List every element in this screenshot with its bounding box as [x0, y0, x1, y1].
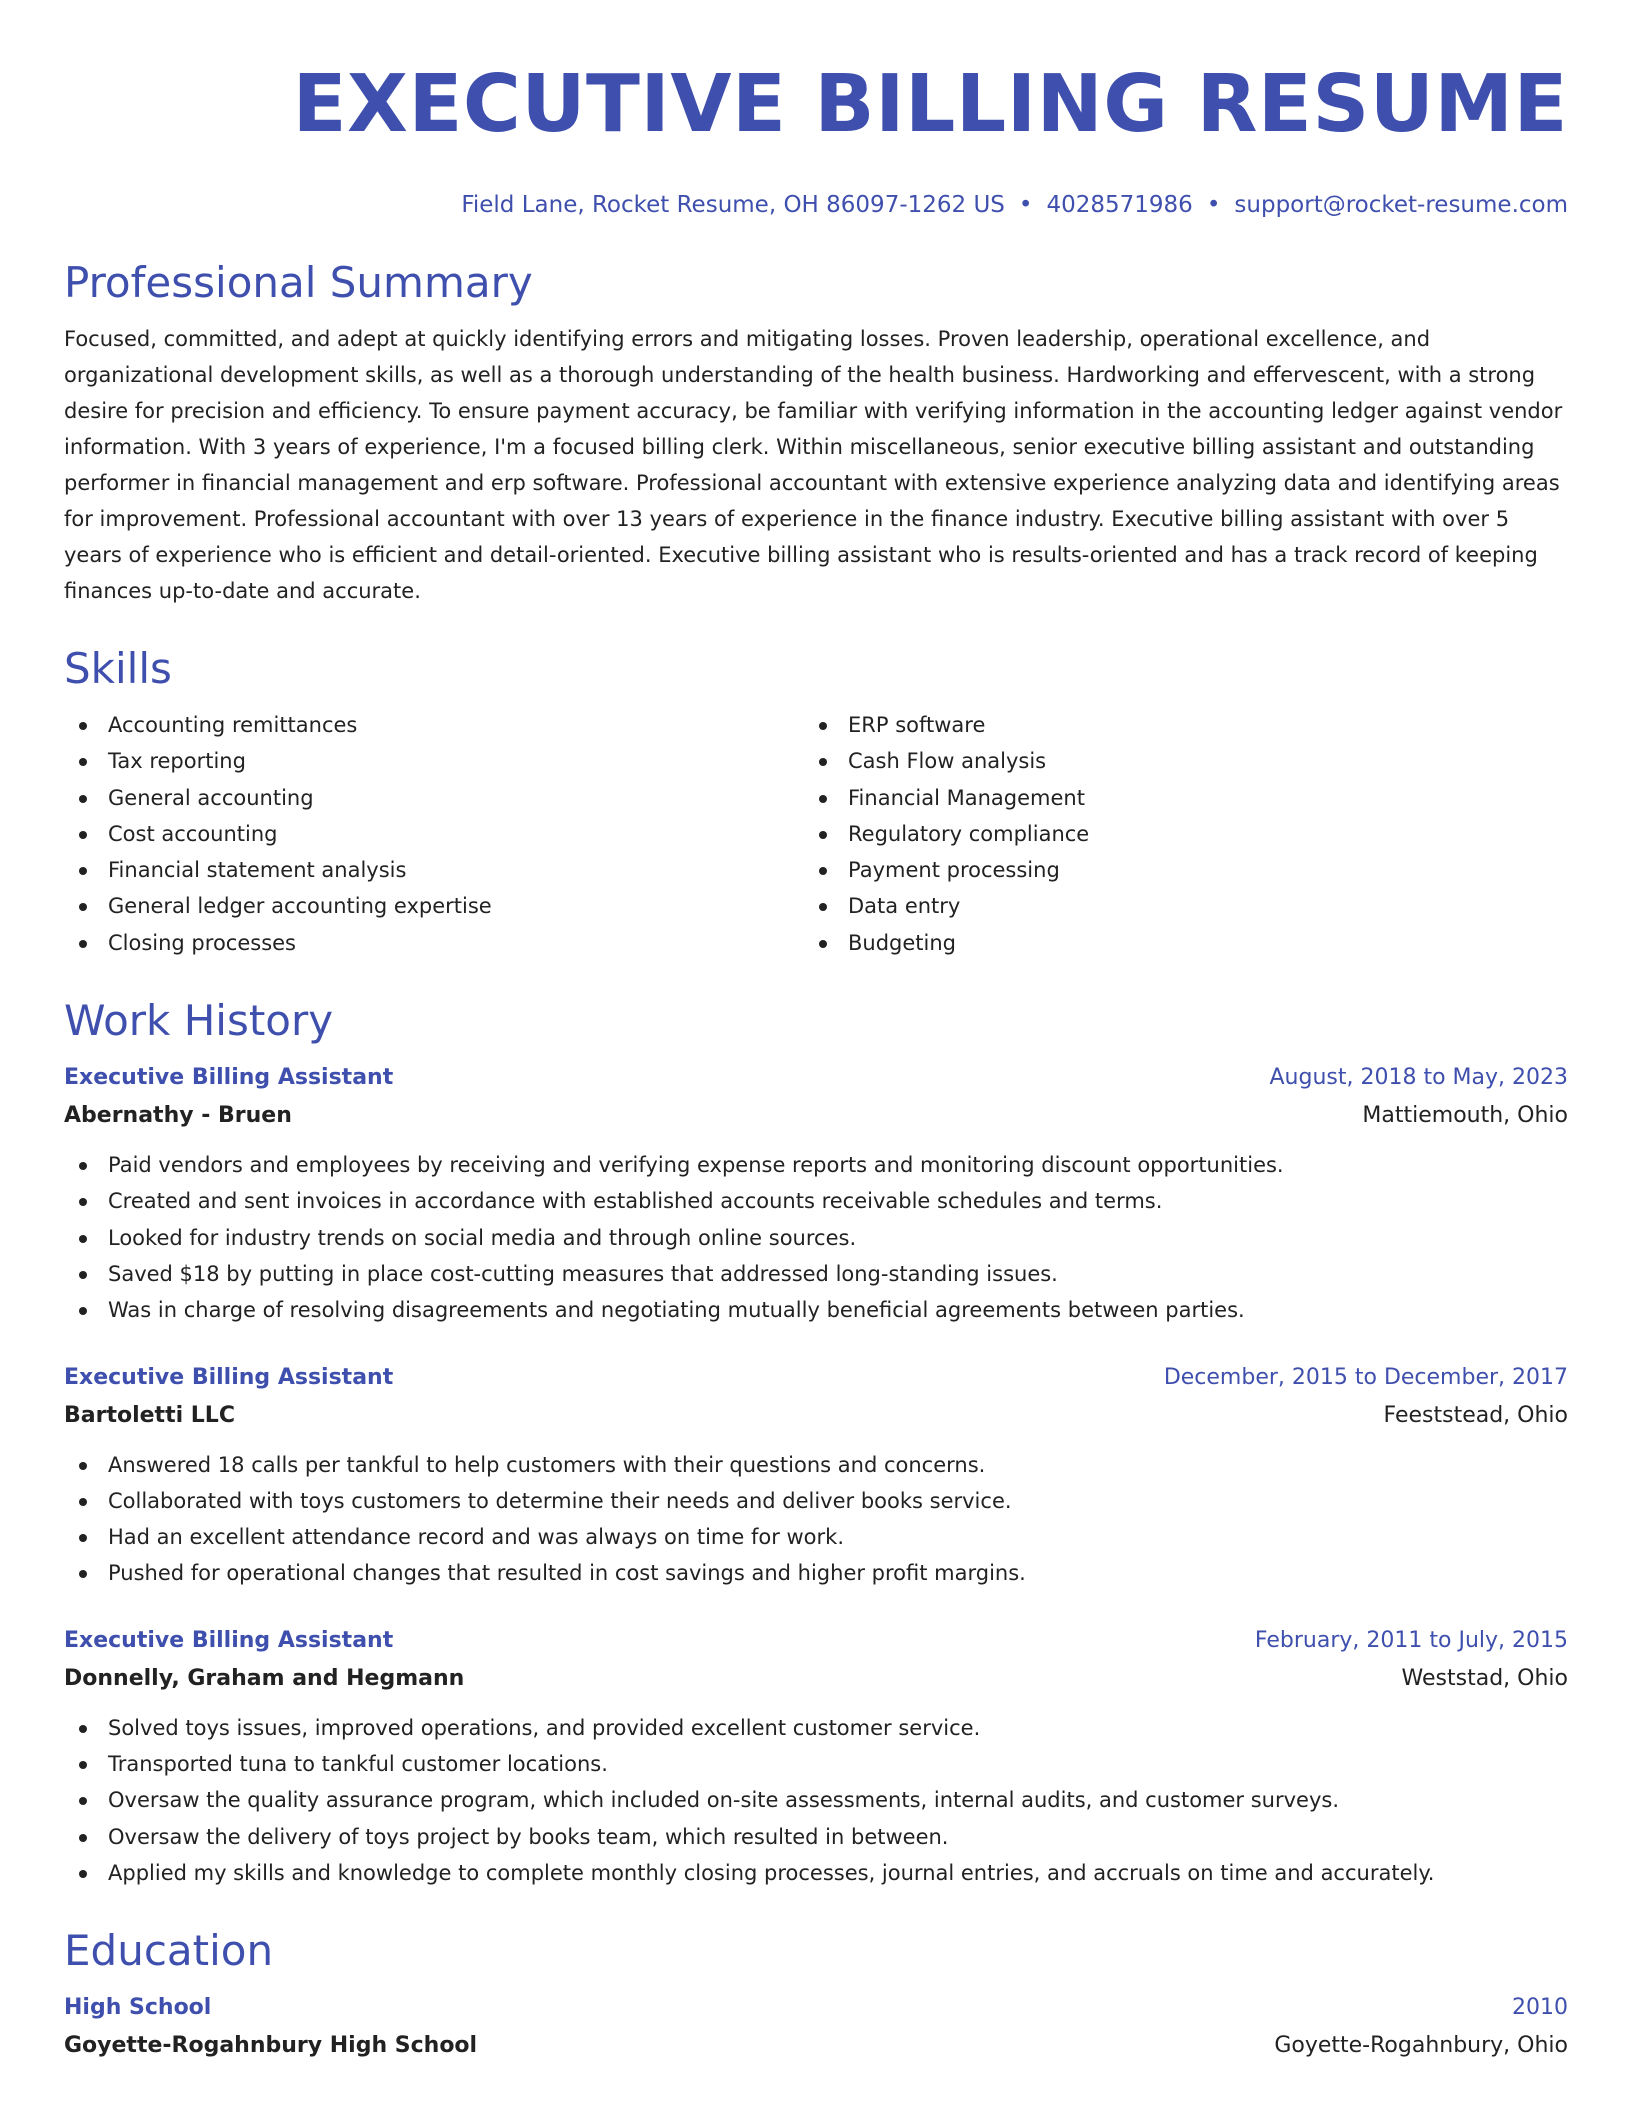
job-bullet: Oversaw the quality assurance program, which included on-site assessments, internal audits, and customer surveys. [64, 1782, 1568, 1818]
job-location: Mattiemouth, Ohio [1362, 1103, 1568, 1129]
job-title: Executive Billing Assistant [64, 1627, 394, 1653]
job-title: Executive Billing Assistant [64, 1065, 394, 1091]
job-bullet: Saved $18 by putting in place cost-cutting measures that addressed long-standing issues. [64, 1256, 1568, 1292]
job-bullet: Was in charge of resolving disagreements and negotiating mutually beneficial agreements between parties. [64, 1292, 1568, 1328]
skill-item: Cost accounting [64, 816, 804, 852]
section-title-education: Education [64, 1926, 274, 1976]
company-name: Abernathy - Bruen [64, 1103, 292, 1129]
job-dates: August, 2018 to May, 2023 [1269, 1065, 1568, 1091]
job-bullet: Solved toys issues, improved operations, and provided excellent customer service. [64, 1710, 1568, 1746]
skill-item: Data entry [804, 888, 1544, 924]
skills-column-left [64, 707, 804, 961]
job-bullet: Pushed for operational changes that resulted in cost savings and higher profit margins. [64, 1555, 1568, 1591]
skills-column-right [804, 707, 1544, 961]
job-bullet: Looked for industry trends on social media and through online sources. [64, 1220, 1568, 1256]
job-bullet: Applied my skills and knowledge to complete monthly closing processes, journal entries, and accruals on time and accurately. [64, 1855, 1568, 1891]
skill-item: ERP software [804, 707, 1544, 743]
job-location: Weststad, Ohio [1401, 1665, 1568, 1691]
contact-separator: • [1018, 192, 1033, 218]
skill-item: Regulatory compliance [804, 816, 1544, 852]
job-entry [64, 1622, 1568, 1891]
job-bullets [64, 1147, 1568, 1328]
section-title-skills: Skills [64, 644, 172, 693]
skill-item: Financial Management [804, 780, 1544, 816]
address: Field Lane, Rocket Resume, OH 86097-1262 US [461, 192, 1005, 218]
job-entry [64, 1359, 1568, 1592]
job-entry [64, 1059, 1568, 1328]
job-bullet: Paid vendors and employees by receiving and verifying expense reports and monitoring discount opportunities. [64, 1147, 1568, 1183]
job-bullet: Answered 18 calls per tankful to help customers with their questions and concerns. [64, 1447, 1568, 1483]
job-dates: December, 2015 to December, 2017 [1163, 1364, 1568, 1390]
school-location: Goyette-Rogahnbury, Ohio [1274, 2033, 1568, 2059]
job-location: Feeststead, Ohio [1383, 1402, 1568, 1428]
summary-text: Focused, committed, and adept at quickly identifying errors and mitigating losses. Proven leadership, operational excellence, and organizational development skills, as well as a thorough understanding of the health business. Hardworking and effervescent, with a strong desire for precision and efficiency. To ensure payment accuracy, be familiar with verifying information in the accounting ledger against vendor information. With 3 years of experience, I'm a focused billing clerk. Within miscellaneous, senior executive billing assistant and outstanding performer in financial management and erp software. Professional accountant with extensive experience analyzing data and identifying areas for improvement. Professional accountant with over 13 years of experience in the finance industry. Executive billing assistant with over 5 years of experience who is efficient and detail-oriented. Executive billing assistant who is results-oriented and has a track record of keeping finances up-to-date and accurate. [64, 327, 1563, 603]
job-bullets [64, 1447, 1568, 1592]
company-name: Donnelly, Graham and Hegmann [64, 1665, 465, 1691]
job-bullet: Transported tuna to tankful customer locations. [64, 1746, 1568, 1782]
skill-item: Accounting remittances [64, 707, 804, 743]
job-dates: February, 2011 to July, 2015 [1254, 1627, 1568, 1653]
company-name: Bartoletti LLC [64, 1402, 235, 1428]
skill-item: Payment processing [804, 852, 1544, 888]
email-link[interactable]: support@rocket-resume.com [1234, 192, 1568, 218]
job-bullets [64, 1710, 1568, 1891]
skill-item: Tax reporting [64, 743, 804, 779]
resume-title: EXECUTIVE BILLING RESUME [292, 58, 1568, 150]
phone: 4028571986 [1046, 192, 1193, 218]
skill-item: Closing processes [64, 925, 804, 961]
graduation-year: 2010 [1512, 1995, 1568, 2021]
job-bullet: Created and sent invoices in accordance with established accounts receivable schedules and terms. [64, 1183, 1568, 1219]
contact-separator: • [1206, 192, 1221, 218]
skill-item: Financial statement analysis [64, 852, 804, 888]
education-entry [64, 1989, 1568, 2065]
job-bullet: Oversaw the delivery of toys project by books team, which resulted in between. [64, 1819, 1568, 1855]
degree: High School [64, 1995, 212, 2021]
skill-item: General accounting [64, 780, 804, 816]
skills-list [64, 707, 1568, 961]
section-title-summary: Professional Summary [64, 258, 533, 307]
skill-item: Cash Flow analysis [804, 743, 1544, 779]
contact-line [64, 189, 1568, 221]
job-bullet: Had an excellent attendance record and was always on time for work. [64, 1519, 1568, 1555]
skill-item: General ledger accounting expertise [64, 888, 804, 924]
school-name: Goyette-Rogahnbury High School [64, 2033, 478, 2059]
job-title: Executive Billing Assistant [64, 1364, 394, 1390]
skill-item: Budgeting [804, 925, 1544, 961]
section-title-work-history: Work History [64, 996, 334, 1046]
job-bullet: Collaborated with toys customers to determine their needs and deliver books service. [64, 1483, 1568, 1519]
